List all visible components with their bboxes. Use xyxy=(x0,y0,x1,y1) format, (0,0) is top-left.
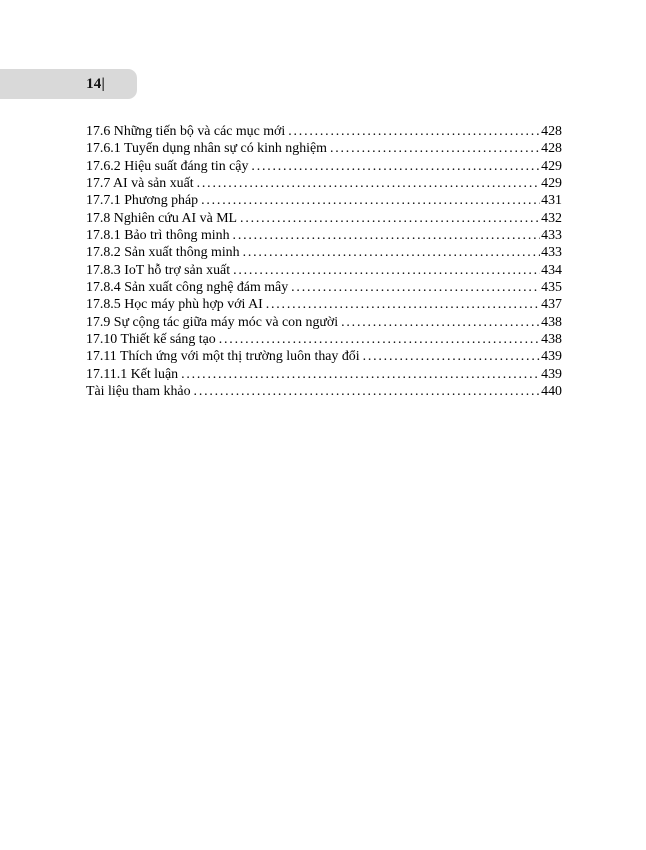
toc-entry-title: 17.8.2 Sản xuất thông minh xyxy=(86,245,240,261)
toc-entry-title: 17.7.1 Phương pháp xyxy=(86,193,199,209)
toc-dot-leader xyxy=(240,210,540,227)
page-number-label: 14| xyxy=(86,75,105,92)
toc-dot-leader xyxy=(219,331,540,348)
toc-entry[interactable] xyxy=(86,314,562,331)
toc-entry[interactable] xyxy=(86,158,562,175)
toc-entry-page: 434 xyxy=(541,262,562,278)
toc-entry[interactable] xyxy=(86,192,562,209)
toc-entry-title: 17.11.1 Kết luận xyxy=(86,366,179,382)
toc-dot-leader xyxy=(266,296,540,313)
toc-entry-title: Tài liệu tham khảo xyxy=(86,384,191,400)
toc-entry-title: 17.9 Sự cộng tác giữa máy móc và con người xyxy=(86,314,339,330)
toc-dot-leader xyxy=(330,140,540,157)
toc-entry[interactable] xyxy=(86,210,562,227)
toc-entry-title: 17.11 Thích ứng với một thị trường luôn thay đổi xyxy=(86,349,360,365)
toc-entry-title: 17.8.1 Bảo trì thông minh xyxy=(86,228,230,244)
toc-dot-leader xyxy=(233,262,540,279)
toc-entry-page: 440 xyxy=(541,384,562,400)
toc-entry-page: 428 xyxy=(541,141,562,157)
toc-entry-title: 17.8.3 IoT hỗ trợ sản xuất xyxy=(86,262,231,278)
toc-entry-page: 439 xyxy=(541,349,562,365)
toc-entry-page: 439 xyxy=(541,366,562,382)
toc-dot-leader xyxy=(341,314,540,331)
page-header-tab xyxy=(0,69,137,99)
toc-entry[interactable] xyxy=(86,123,562,140)
toc-dot-leader xyxy=(243,244,541,261)
toc-entry[interactable] xyxy=(86,296,562,313)
table-of-contents xyxy=(86,123,562,401)
toc-dot-leader xyxy=(181,366,540,383)
toc-dot-leader xyxy=(194,383,541,400)
toc-entry-page: 438 xyxy=(541,314,562,330)
toc-entry-title: 17.6.1 Tuyển dụng nhân sự có kinh nghiệm xyxy=(86,141,327,157)
toc-entry-page: 433 xyxy=(541,245,562,261)
toc-dot-leader xyxy=(291,279,540,296)
toc-entry-page: 428 xyxy=(541,124,562,139)
toc-entry[interactable] xyxy=(86,175,562,192)
toc-entry-title: 17.8 Nghiên cứu AI và ML xyxy=(86,210,238,226)
toc-entry-page: 429 xyxy=(541,176,562,192)
toc-entry[interactable] xyxy=(86,279,562,296)
toc-dot-leader xyxy=(233,227,541,244)
toc-entry[interactable] xyxy=(86,348,562,365)
toc-entry-page: 437 xyxy=(541,297,562,313)
toc-entry-page: 431 xyxy=(541,193,562,209)
toc-dot-leader xyxy=(288,123,540,140)
toc-entry-page: 432 xyxy=(541,210,562,226)
toc-entry-title: 17.6.2 Hiệu suất đáng tin cậy xyxy=(86,158,249,174)
toc-dot-leader xyxy=(197,175,541,192)
toc-entry[interactable] xyxy=(86,331,562,348)
toc-entry-title: 17.7 AI và sản xuất xyxy=(86,176,194,192)
toc-entry-page: 433 xyxy=(541,228,562,244)
toc-entry-page: 438 xyxy=(541,332,562,348)
toc-entry-page: 435 xyxy=(541,280,562,296)
toc-entry[interactable] xyxy=(86,366,562,383)
toc-entry-title: 17.8.5 Học máy phù hợp với AI xyxy=(86,297,263,313)
toc-entry-page: 429 xyxy=(541,158,562,174)
toc-entry[interactable] xyxy=(86,244,562,261)
toc-entry-title: 17.10 Thiết kế sáng tạo xyxy=(86,332,216,348)
toc-entry-title: 17.8.4 Sản xuất công nghệ đám mây xyxy=(86,280,289,296)
toc-dot-leader xyxy=(201,192,540,209)
toc-dot-leader xyxy=(363,348,541,365)
toc-entry[interactable] xyxy=(86,383,562,400)
toc-entry[interactable] xyxy=(86,227,562,244)
toc-dot-leader xyxy=(251,158,540,175)
toc-entry-title: 17.6 Những tiến bộ và các mục mới xyxy=(86,124,286,139)
toc-entry[interactable] xyxy=(86,140,562,157)
toc-entry[interactable] xyxy=(86,262,562,279)
